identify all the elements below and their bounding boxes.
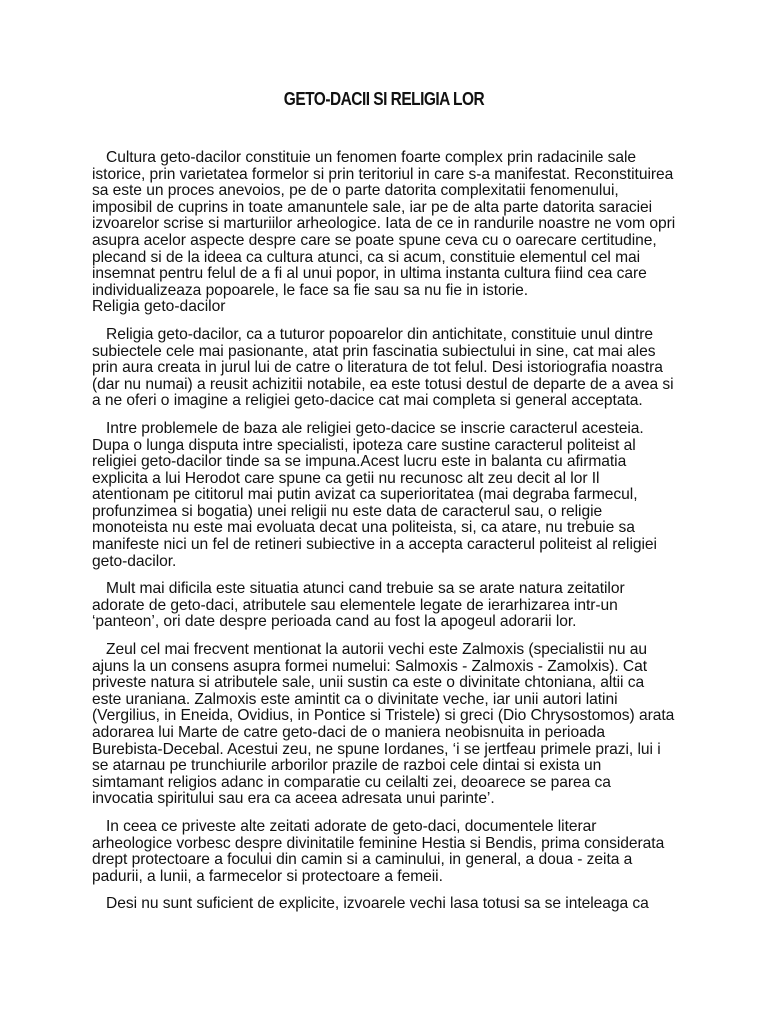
paragraph-deities: Mult mai dificila este situatia atunci cand trebuie sa se arate natura zeitatilor adorate de geto-daci, atributele sau elementele legate de ierarhizarea intr-un ‘panteon’, ori date despre perioada cand au fost la apogeul adorarii lor. [92,580,625,631]
paragraph-intro: Cultura geto-dacilor constituie un fenomen foarte complex prin radacinile sale istorice, prin varietatea formelor si prin teritoriul in care s-a manifestat. Reconstituirea sa este un proces anevoios, pe de o parte datorita complexitatii fenomenului, imposibil de cuprins in toate amanuntele sale, iar pe de alta parte datorita saraciei izvoarelor scrise si marturiilor arheologice. Iata de ce in randurile noastre ne vom opri asupra acelor aspecte despre care se poate spune ceva cu o oarecare certitudine, plecand si de la ideea ca cultura atunci, ca si acum, constituie elementul cel mai insemnat pentru felul de a fi al unui popor, in ultima instanta cultura fiind cea care individualizeaza popoarele, le face sa fie sau sa nu fie in istorie. [92,149,676,299]
paragraph-character: Intre problemele de baza ale religiei geto-dacice se inscrie caracterul acesteia. Dupa o lunga disputa intre specialisti, ipoteza care sustine caracterul politeist al religiei geto-dacilor tinde sa se impuna.Acest lucru este in balanta cu afirmatia explicita a lui Herodot care spune ca getii nu recunosc alt zeu decit al lor Il atentionam pe cititorul mai putin avizat ca superioritatea (mai degraba farmecul, profunzimea si bogatia) unei religii nu este data de caracterul sau, o religie monoteista nu este mai evoluata decat una politeista, si, ca atare, nu trebuie sa manifeste nici un fel de retineri subiective in a accepta caracterul politeist al religiei geto-dacilor. [92,419,657,570]
document-body [92,150,676,924]
paragraph-zalmoxis: Zeul cel mai frecvent mentionat la autorii vechi este Zalmoxis (specialistii nu au ajuns la un consens asupra formei numelui: Salmoxis - Zalmoxis - Zamolxis). Cat priveste natura si atributele sale, unii sustin ca este o divinitate chtoniana, altii ca este uraniana. Zalmoxis este amintit ca o divinitate veche, iar unii autori latini (Vergilius, in Eneida, Ovidius, in Pontice si Tristele) si greci (Dio Chrysostomos) arata adorarea lui Marte de catre geto-daci de o maniera neobisnuita in perioada Burebista-Decebal. Acestui zeu, ne spune Iordanes, ‘i se jertfeau primele prazi, lui i se atarnau pe trunchiurile arborilor prazile de razboi cele dintai si exista un simtamant religios adanc in comparatie cu ceilalti zei, deoarece se parea ca invocatia spiritului sau era ca aceea adresata unui parinte’. [92,641,675,808]
document-title: GETO-DACII SI RELIGIA LOR [283,89,485,109]
section-heading: Religia geto-dacilor [92,298,226,316]
paragraph-religion: Religia geto-dacilor, ca a tuturor popoarelor din antichitate, constituie unul dintre subiectele cele mai pasionante, atat prin fascinatia subiectului in sine, cat mai ales prin aura creata in jurul lui de catre o literatura de tot felul. Desi istoriografia noastra (dar nu numai) a reusit achizitii notabile, ea este totusi destul de departe de a avea si a ne oferi o imagine a religiei geto-dacice cat mai completa si general acceptata. [92,325,674,410]
paragraph-sources: Desi nu sunt suficient de explicite, izvoarele vechi lasa totusi sa se inteleaga ca [106,895,649,913]
paragraph-feminine-deities: In ceea ce priveste alte zeitati adorate de geto-daci, documentele literar arheologice vorbesc despre divinitatile feminine Hestia si Bendis, prima considerata drept protectoare a focului din camin si a caminului, in general, a doua - zeita a padurii, a lunii, a farmecelor si protectoare a femeii. [92,817,665,885]
